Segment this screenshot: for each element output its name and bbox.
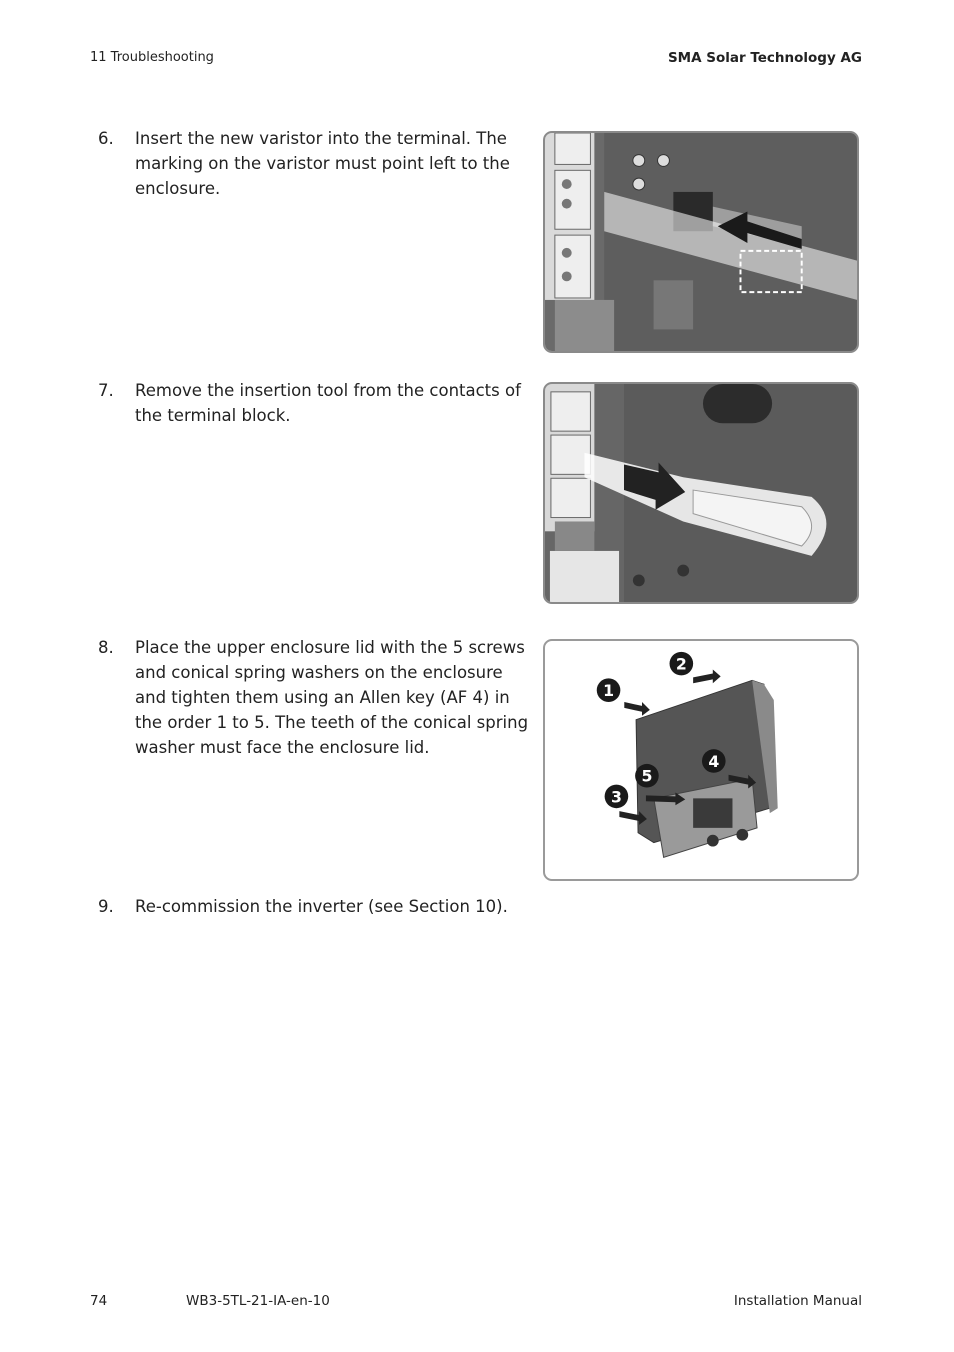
enclosure-lid-illustration: [543, 639, 859, 881]
svg-text:5: 5: [641, 766, 653, 786]
step-7: [98, 378, 528, 428]
document-title: Installation Manual: [733, 1293, 862, 1309]
svg-text:1: 1: [603, 681, 615, 701]
step-number: 6.: [98, 129, 114, 148]
step-text: Place the upper enclosure lid with the 5 screws and conical spring washers on the enclosure and tighten them using an Allen key (AF 4) in the order 1 to 5. The teeth of the conical spring washer must face the enclosure lid.: [135, 638, 529, 757]
step-number: 7.: [98, 381, 114, 400]
step-number: 8.: [98, 638, 114, 657]
running-header-section: 11 Troubleshooting: [90, 50, 214, 65]
order-marker-3: [605, 785, 629, 809]
order-marker-1: [597, 678, 621, 702]
svg-text:3: 3: [610, 787, 622, 807]
svg-text:4: 4: [708, 751, 720, 771]
step-text: Insert the new varistor into the terminal. The marking on the varistor must point left to the enclosure.: [135, 129, 510, 198]
order-marker-5: [635, 764, 659, 788]
order-marker-4: [702, 749, 726, 773]
svg-text:2: 2: [675, 654, 687, 674]
insertion-tool-removal-illustration: [543, 382, 859, 604]
varistor-insertion-illustration: [543, 131, 859, 353]
running-header-company: SMA Solar Technology AG: [667, 50, 862, 66]
step-number: 9.: [98, 897, 114, 916]
step-8: [98, 635, 530, 760]
order-marker-2: [670, 652, 694, 676]
step-text: Re-commission the inverter (see Section 10).: [135, 897, 508, 916]
step-9: [98, 894, 528, 919]
step-text: Remove the insertion tool from the contacts of the terminal block.: [135, 381, 521, 425]
page-number: 74: [90, 1293, 108, 1309]
document-id: WB3-5TL-21-IA-en-10: [186, 1293, 330, 1309]
step-6: [98, 126, 528, 201]
